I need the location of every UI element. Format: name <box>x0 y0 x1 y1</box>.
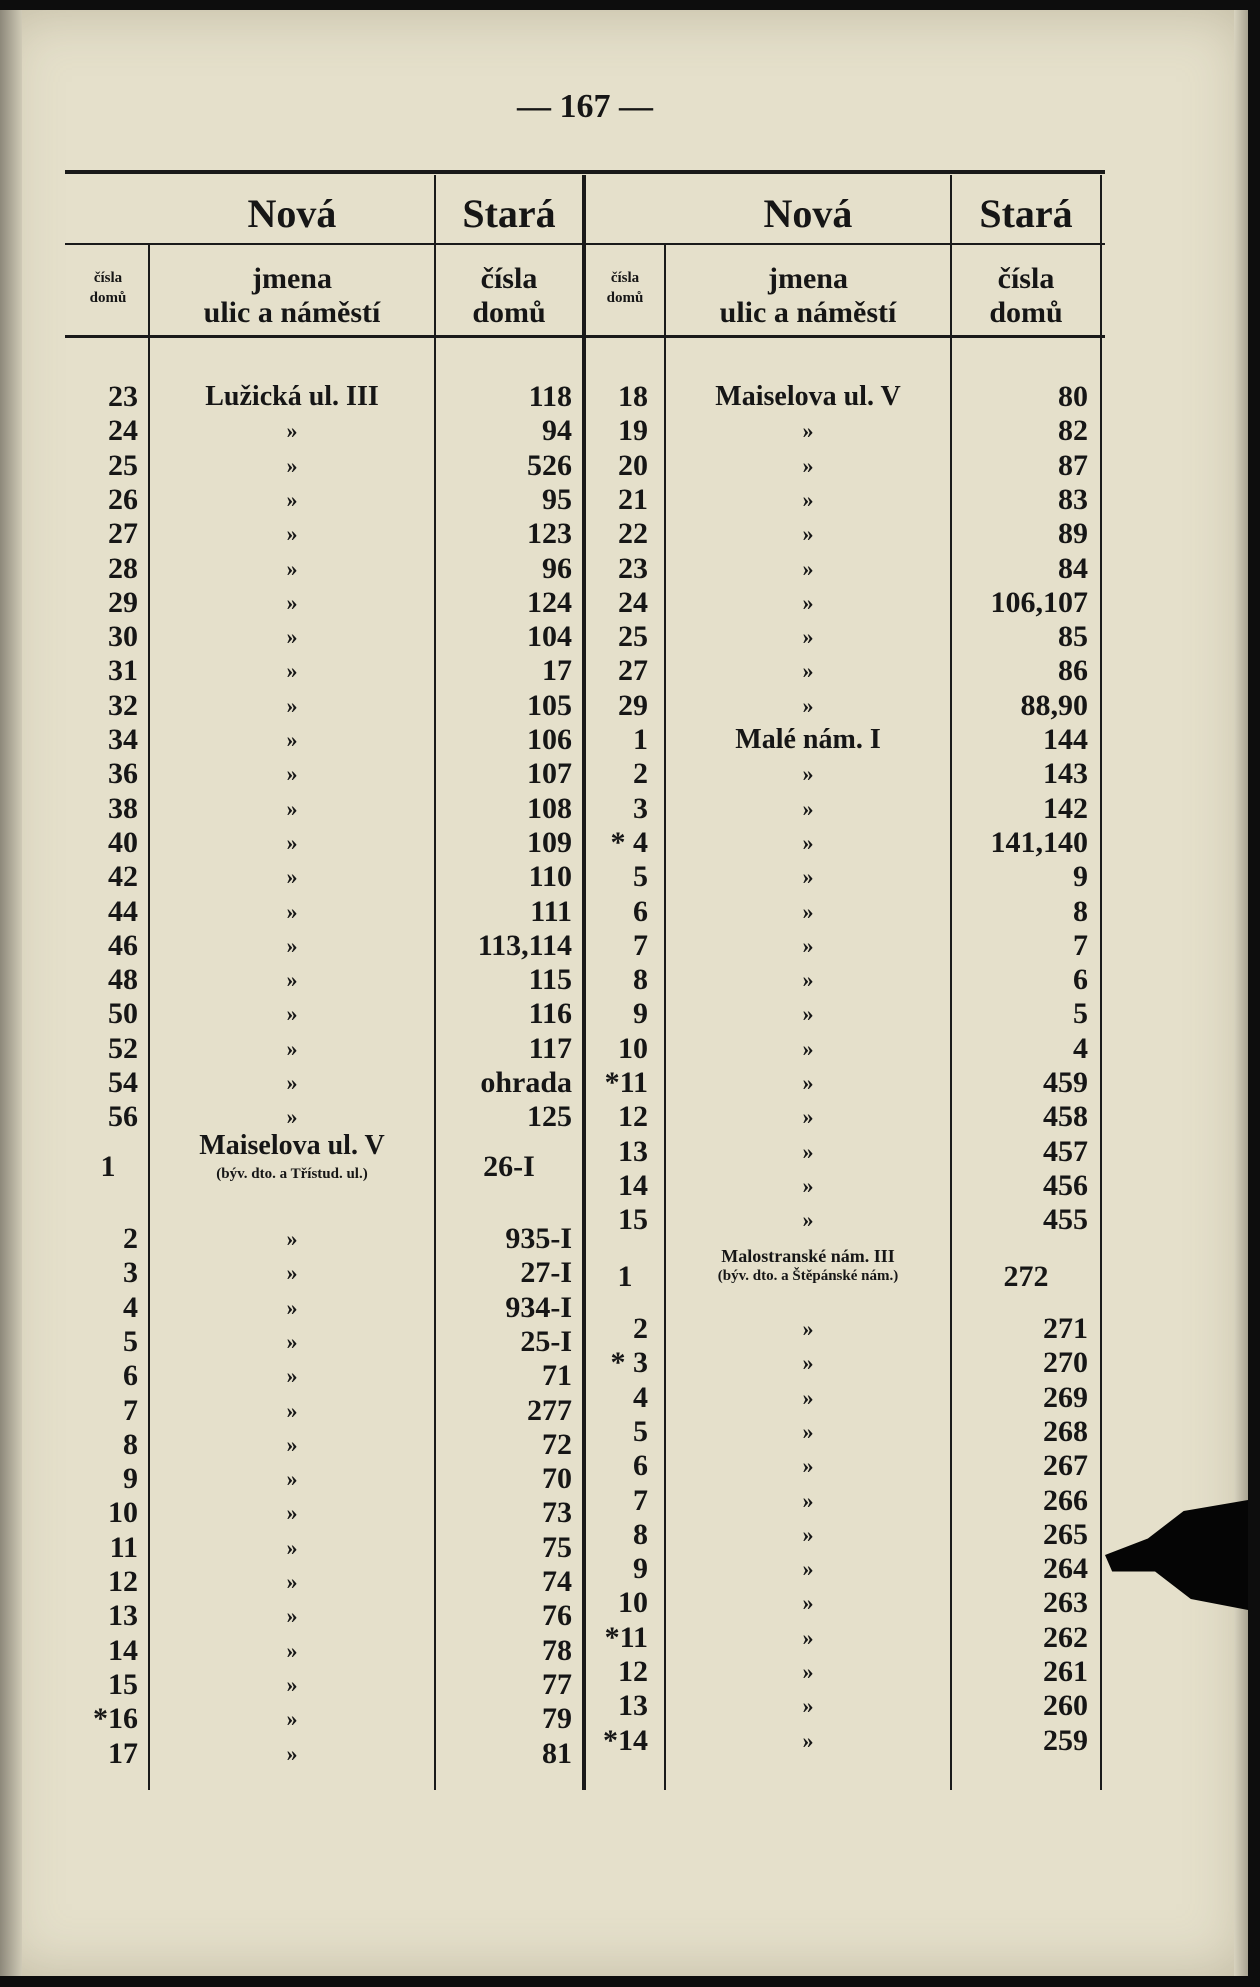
right-nova-cell: 3 <box>633 791 648 825</box>
left-block-note: (býv. dto. a Třístud. ul.) <box>216 1166 368 1182</box>
left-nova-cell: 4 <box>123 1290 138 1324</box>
right-nova-cell: 10 <box>618 1031 648 1065</box>
right-nova-cell: 9 <box>633 997 648 1031</box>
right-stara-cell: 265 <box>1043 1517 1088 1551</box>
left-stara-cell: 277 <box>527 1393 572 1427</box>
left-name-cell: » <box>286 1397 298 1423</box>
left-name-cell: » <box>286 1001 298 1027</box>
left-nova-cell: 38 <box>108 791 138 825</box>
left-nova-cell: 17 <box>108 1736 138 1770</box>
right-nova-cell: 27 <box>618 654 648 688</box>
right-nova-cell: 15 <box>618 1203 648 1237</box>
left-stara-cell: 110 <box>528 860 572 894</box>
table-top-rule <box>65 170 1105 174</box>
right-nova-cell: 21 <box>618 482 648 516</box>
left-name-cell: » <box>286 1260 298 1286</box>
table-row <box>0 1346 1248 1380</box>
left-nova-cell: 54 <box>108 1066 138 1099</box>
right-block-stara: 272 <box>1003 1260 1049 1293</box>
header-left-jmena-line1: jmena <box>252 262 332 295</box>
table-row <box>0 1381 1248 1415</box>
right-nova-cell: 6 <box>633 894 648 928</box>
table-row <box>0 860 1248 894</box>
left-name-cell: » <box>286 1104 298 1130</box>
left-nova-cell: 42 <box>108 860 138 894</box>
left-stara-cell: 116 <box>528 997 572 1031</box>
left-nova-cell: 28 <box>108 551 138 585</box>
table-row <box>0 1586 1248 1620</box>
left-name-cell: » <box>286 829 298 855</box>
left-stara-cell: 76 <box>542 1599 572 1633</box>
table-row <box>0 757 1248 791</box>
right-name-cell: » <box>802 1624 814 1650</box>
right-nova-cell: 5 <box>633 860 648 894</box>
right-nova-cell: 8 <box>633 1517 648 1551</box>
right-name-cell: » <box>802 795 814 821</box>
left-nova-cell: *16 <box>93 1702 138 1736</box>
left-stara-cell: 124 <box>527 585 572 619</box>
right-name-cell: » <box>802 1350 814 1376</box>
right-stara-cell: 458 <box>1043 1100 1088 1134</box>
right-stara-cell: 270 <box>1043 1346 1088 1380</box>
right-stara-cell: 6 <box>1073 963 1088 997</box>
left-nova-cell: 15 <box>108 1667 138 1701</box>
right-name-cell: » <box>802 1418 814 1444</box>
right-name-cell: » <box>802 1104 814 1130</box>
right-stara-cell: 9 <box>1073 860 1088 894</box>
left-name-cell: » <box>286 967 298 993</box>
right-nova-cell: 2 <box>633 757 648 791</box>
right-block-name: Malostranské nám. III <box>721 1246 895 1266</box>
left-name-cell: » <box>286 521 298 547</box>
left-name-cell: » <box>286 1534 298 1560</box>
header-left-cisla-line1: čísla <box>93 270 123 286</box>
right-nova-cell: *11 <box>604 1620 648 1654</box>
right-nova-cell: 24 <box>618 585 648 619</box>
left-nova-cell: 24 <box>108 414 138 448</box>
left-stara-cell: 72 <box>542 1427 572 1461</box>
right-stara-cell: 259 <box>1043 1723 1088 1757</box>
header-left-stara-cisla <box>436 262 582 330</box>
right-nova-cell: 14 <box>618 1168 648 1202</box>
left-nova-cell: 12 <box>108 1565 138 1598</box>
left-name-cell: » <box>286 1070 298 1095</box>
table-row <box>0 1689 1248 1723</box>
table-row <box>0 1552 1248 1586</box>
left-stara-cell: 109 <box>527 825 572 859</box>
left-name-cell: » <box>286 1706 298 1732</box>
right-name-cell: » <box>802 692 814 718</box>
table-row <box>0 380 1248 414</box>
table-row <box>0 689 1248 723</box>
left-name-cell: » <box>286 1328 298 1354</box>
left-nova-cell: 14 <box>108 1633 138 1667</box>
left-stara-cell: 94 <box>542 414 572 448</box>
header-right-stara-cisla-line2: domů <box>989 296 1063 329</box>
right-name-cell: » <box>802 521 814 547</box>
right-name-cell: » <box>802 1556 814 1582</box>
right-stara-cell: 143 <box>1043 757 1088 791</box>
right-name-cell: » <box>802 932 814 958</box>
left-stara-cell: 115 <box>528 963 572 997</box>
header-right-cisla-line1: čísla <box>610 270 640 286</box>
left-stara-cell: ohrada <box>480 1066 572 1099</box>
left-stara-cell: 125 <box>527 1100 572 1134</box>
left-name-cell: » <box>286 452 298 478</box>
left-nova-cell: 13 <box>108 1599 138 1633</box>
table-row <box>0 414 1248 448</box>
left-stara-cell: 79 <box>542 1702 572 1736</box>
left-nova-cell: 11 <box>109 1530 138 1564</box>
left-name-cell: » <box>286 898 298 924</box>
table-row <box>0 963 1248 997</box>
right-nova-cell: *14 <box>603 1723 648 1757</box>
left-stara-cell: 108 <box>527 791 572 825</box>
left-nova-cell: 29 <box>108 585 138 619</box>
left-name-cell: » <box>286 589 298 615</box>
right-stara-cell: 262 <box>1043 1620 1088 1654</box>
right-nova-cell: *11 <box>604 1066 648 1099</box>
right-stara-cell: 86 <box>1058 654 1088 688</box>
left-nova-cell: 30 <box>108 620 138 654</box>
right-nova-cell: 5 <box>633 1414 648 1448</box>
right-name-cell: » <box>802 1727 814 1753</box>
right-nova-cell: * 3 <box>610 1346 648 1380</box>
header-right-jmena-line2: ulic a náměstí <box>719 296 897 329</box>
header-left-stara: Stará <box>462 191 556 236</box>
left-block-stara: 26-I <box>483 1150 535 1183</box>
left-name-cell: » <box>286 1294 298 1320</box>
left-name-cell: » <box>286 658 298 684</box>
left-name-cell: » <box>286 1500 298 1526</box>
left-stara-cell: 96 <box>542 551 572 585</box>
left-nova-cell: 8 <box>123 1427 138 1461</box>
left-stara-cell: 81 <box>542 1736 572 1770</box>
right-nova-cell: 9 <box>633 1552 648 1586</box>
right-stara-cell: 88,90 <box>1020 688 1088 722</box>
right-name-cell: » <box>802 589 814 615</box>
left-stara-cell: 118 <box>528 380 572 413</box>
right-stara-cell: 142 <box>1043 791 1088 825</box>
page-number: — 167 — <box>517 88 653 125</box>
left-nova-cell: 6 <box>123 1359 138 1393</box>
header-right-jmena-line1: jmena <box>768 262 848 295</box>
right-stara-cell: 261 <box>1043 1655 1088 1688</box>
left-name-cell: » <box>286 1603 298 1629</box>
left-nova-cell: 34 <box>108 723 138 756</box>
right-name-cell: » <box>802 1207 814 1233</box>
left-stara-cell: 123 <box>527 517 572 551</box>
table-row <box>0 1724 1248 1758</box>
left-stara-cell: 105 <box>527 688 572 722</box>
left-name-cell: » <box>286 624 298 650</box>
right-stara-cell: 271 <box>1043 1312 1088 1345</box>
right-name-cell: » <box>802 418 814 444</box>
header-right-jmena <box>666 262 950 330</box>
right-stara-cell: 106,107 <box>990 585 1088 619</box>
right-stara-cell: 144 <box>1043 723 1088 756</box>
right-name-cell: » <box>802 967 814 993</box>
right-nova-cell: 23 <box>618 551 648 585</box>
right-stara-cell: 7 <box>1073 928 1088 962</box>
right-stara-cell: 80 <box>1058 380 1088 413</box>
left-name-cell: » <box>286 1431 298 1457</box>
left-nova-cell: 9 <box>123 1462 138 1496</box>
left-name-cell: » <box>286 692 298 718</box>
right-nova-cell: 19 <box>618 414 648 448</box>
right-stara-cell: 455 <box>1043 1203 1088 1237</box>
right-stara-cell: 268 <box>1043 1414 1088 1448</box>
right-name-cell: » <box>802 761 814 787</box>
header-left-cisla-line2: domů <box>89 290 127 306</box>
right-nova-cell: 7 <box>633 928 648 962</box>
left-nova-cell: 2 <box>123 1222 138 1255</box>
header-right-stara: Stará <box>979 191 1073 236</box>
right-name-cell: » <box>802 452 814 478</box>
left-name-cell: » <box>286 418 298 444</box>
left-nova-cell: 7 <box>123 1393 138 1427</box>
left-stara-cell: 117 <box>528 1031 572 1065</box>
right-stara-cell: 4 <box>1073 1031 1088 1065</box>
header-right-stara-cisla <box>952 262 1100 330</box>
left-name-cell: » <box>286 795 298 821</box>
right-stara-cell: 459 <box>1043 1066 1088 1099</box>
table-row <box>0 1415 1248 1449</box>
left-name-cell: » <box>286 727 298 752</box>
header-left-nova: Nová <box>247 191 337 236</box>
table-row <box>0 792 1248 826</box>
left-nova-cell: 3 <box>123 1256 138 1290</box>
table-row <box>0 1203 1248 1237</box>
right-name-cell: » <box>802 1172 814 1198</box>
table-row <box>0 620 1248 654</box>
left-stara-cell: 934-I <box>505 1290 572 1324</box>
left-name-cell: » <box>286 1466 298 1492</box>
right-nova-cell: 18 <box>618 380 648 413</box>
header-right-stara-cisla-line1: čísla <box>997 262 1055 295</box>
book-page <box>0 10 1248 1976</box>
header-left-cisla <box>68 268 148 308</box>
right-nova-cell: 2 <box>633 1312 648 1345</box>
left-nova-cell: 32 <box>108 688 138 722</box>
right-stara-cell: 85 <box>1058 620 1088 654</box>
right-nova-cell: 12 <box>618 1100 648 1134</box>
left-block-nova: 1 <box>100 1150 116 1183</box>
right-name-cell: » <box>802 1316 814 1341</box>
left-stara-cell: 113,114 <box>477 928 572 962</box>
left-name-cell: » <box>286 1671 298 1697</box>
left-stara-cell: 73 <box>542 1496 572 1530</box>
right-stara-cell: 260 <box>1043 1689 1088 1723</box>
right-name-cell: Malé nám. I <box>735 724 881 755</box>
right-name-cell: » <box>802 624 814 650</box>
left-name-cell: » <box>286 932 298 958</box>
right-nova-cell: 20 <box>618 448 648 482</box>
left-stara-cell: 95 <box>542 482 572 516</box>
table-row <box>0 1312 1248 1346</box>
left-nova-cell: 31 <box>108 654 138 688</box>
right-stara-cell: 456 <box>1043 1168 1088 1202</box>
left-stara-cell: 71 <box>542 1359 572 1393</box>
right-name-cell: » <box>802 1693 814 1719</box>
right-stara-cell: 141,140 <box>990 825 1088 859</box>
header-left-jmena <box>150 262 434 330</box>
right-nova-cell: 1 <box>633 723 648 756</box>
left-stara-cell: 107 <box>527 757 572 791</box>
left-stara-cell: 78 <box>542 1633 572 1667</box>
right-nova-cell: 13 <box>618 1134 648 1168</box>
table-row <box>0 449 1248 483</box>
right-stara-cell: 5 <box>1073 997 1088 1031</box>
left-stara-cell: 74 <box>542 1565 572 1598</box>
table-row <box>0 483 1248 517</box>
header-right-nova: Nová <box>763 191 853 236</box>
right-name-cell: » <box>802 829 814 855</box>
right-stara-cell: 89 <box>1058 517 1088 551</box>
header-left-stara-cisla-line2: domů <box>472 296 546 329</box>
left-name-cell: Lužická ul. III <box>205 381 379 412</box>
right-stara-cell: 457 <box>1043 1134 1088 1168</box>
right-stara-cell: 82 <box>1058 414 1088 448</box>
right-name-cell: » <box>802 864 814 890</box>
right-nova-cell: 10 <box>618 1586 648 1620</box>
right-name-cell: » <box>802 1070 814 1095</box>
right-stara-cell: 267 <box>1043 1449 1088 1483</box>
right-stara-cell: 84 <box>1058 551 1088 585</box>
left-nova-cell: 50 <box>108 997 138 1031</box>
table-row <box>0 1066 1248 1100</box>
table-row <box>0 1518 1248 1552</box>
left-name-cell: » <box>286 1740 298 1766</box>
left-stara-cell: 17 <box>542 654 572 688</box>
left-name-cell: » <box>286 1363 298 1389</box>
right-name-cell: » <box>802 1035 814 1061</box>
left-nova-cell: 10 <box>108 1496 138 1530</box>
right-name-cell: » <box>802 1487 814 1513</box>
right-name-cell: Maiselova ul. V <box>715 381 901 412</box>
table-row <box>0 1621 1248 1655</box>
right-nova-cell: 4 <box>633 1380 648 1414</box>
right-nova-cell: 22 <box>618 517 648 551</box>
left-name-cell: » <box>286 1569 298 1594</box>
right-nova-cell: 6 <box>633 1449 648 1483</box>
right-stara-cell: 87 <box>1058 448 1088 482</box>
right-name-cell: » <box>802 555 814 581</box>
left-stara-cell: 111 <box>530 894 572 928</box>
table-row <box>0 997 1248 1031</box>
table-row <box>0 1655 1248 1689</box>
left-stara-cell: 104 <box>527 620 572 654</box>
right-name-cell: » <box>802 1590 814 1616</box>
left-nova-cell: 5 <box>123 1324 138 1358</box>
header-left-stara-cisla-line1: čísla <box>480 262 538 295</box>
right-name-cell: » <box>802 1659 814 1684</box>
left-nova-cell: 25 <box>108 448 138 482</box>
right-name-cell: » <box>802 1001 814 1027</box>
header-right-cisla-line2: domů <box>606 290 644 306</box>
left-name-cell: » <box>286 555 298 581</box>
right-stara-cell: 266 <box>1043 1483 1088 1517</box>
right-stara-cell: 8 <box>1073 894 1088 928</box>
table-row <box>0 929 1248 963</box>
left-stara-cell: 106 <box>527 723 572 756</box>
left-nova-cell: 46 <box>108 928 138 962</box>
right-stara-cell: 83 <box>1058 482 1088 516</box>
header-left-jmena-line2: ulic a náměstí <box>203 296 381 329</box>
left-name-cell: » <box>286 1226 298 1251</box>
table-row <box>0 826 1248 860</box>
left-stara-cell: 27-I <box>520 1256 572 1290</box>
table-row <box>0 723 1248 757</box>
right-nova-cell: 25 <box>618 620 648 654</box>
left-nova-cell: 40 <box>108 825 138 859</box>
table-row <box>0 586 1248 620</box>
right-name-cell: » <box>802 1453 814 1479</box>
table-row <box>0 1449 1248 1483</box>
right-name-cell: » <box>802 1138 814 1164</box>
right-nova-cell: 8 <box>633 963 648 997</box>
right-nova-cell: 13 <box>618 1689 648 1723</box>
table-row <box>0 654 1248 688</box>
left-block-name: Maiselova ul. V <box>199 1130 385 1161</box>
right-nova-cell: * 4 <box>610 825 648 859</box>
left-stara-cell: 77 <box>542 1667 572 1701</box>
left-nova-cell: 48 <box>108 963 138 997</box>
right-stara-cell: 264 <box>1043 1552 1088 1586</box>
right-name-cell: » <box>802 1521 814 1547</box>
left-nova-cell: 52 <box>108 1031 138 1065</box>
right-stara-cell: 269 <box>1043 1380 1088 1414</box>
right-stara-cell: 263 <box>1043 1586 1088 1620</box>
table-row <box>0 552 1248 586</box>
table-row <box>0 895 1248 929</box>
left-nova-cell: 56 <box>108 1100 138 1134</box>
left-stara-cell: 526 <box>527 448 572 482</box>
left-stara-cell: 70 <box>542 1462 572 1496</box>
left-nova-cell: 27 <box>108 517 138 551</box>
left-nova-cell: 36 <box>108 757 138 791</box>
left-stara-cell: 935-I <box>505 1222 572 1255</box>
left-stara-cell: 25-I <box>520 1324 572 1358</box>
left-stara-cell: 75 <box>542 1530 572 1564</box>
left-nova-cell: 44 <box>108 894 138 928</box>
table-row <box>0 1484 1248 1518</box>
right-name-cell: » <box>802 486 814 512</box>
table-row <box>0 1032 1248 1066</box>
right-name-cell: » <box>802 898 814 924</box>
left-name-cell: » <box>286 864 298 890</box>
right-nova-cell: 7 <box>633 1483 648 1517</box>
left-name-cell: » <box>286 486 298 512</box>
right-nova-cell: 12 <box>618 1655 648 1688</box>
table-row <box>0 517 1248 551</box>
right-name-cell: » <box>802 658 814 684</box>
right-block-note: (býv. dto. a Štěpánské nám.) <box>717 1268 899 1284</box>
header-right-cisla <box>586 268 664 308</box>
left-name-cell: » <box>286 761 298 787</box>
left-nova-cell: 26 <box>108 482 138 516</box>
right-nova-cell: 29 <box>618 688 648 722</box>
right-name-cell: » <box>802 1384 814 1410</box>
left-name-cell: » <box>286 1637 298 1663</box>
right-block-nova: 1 <box>617 1260 633 1293</box>
left-name-cell: » <box>286 1035 298 1061</box>
left-nova-cell: 23 <box>108 380 138 413</box>
